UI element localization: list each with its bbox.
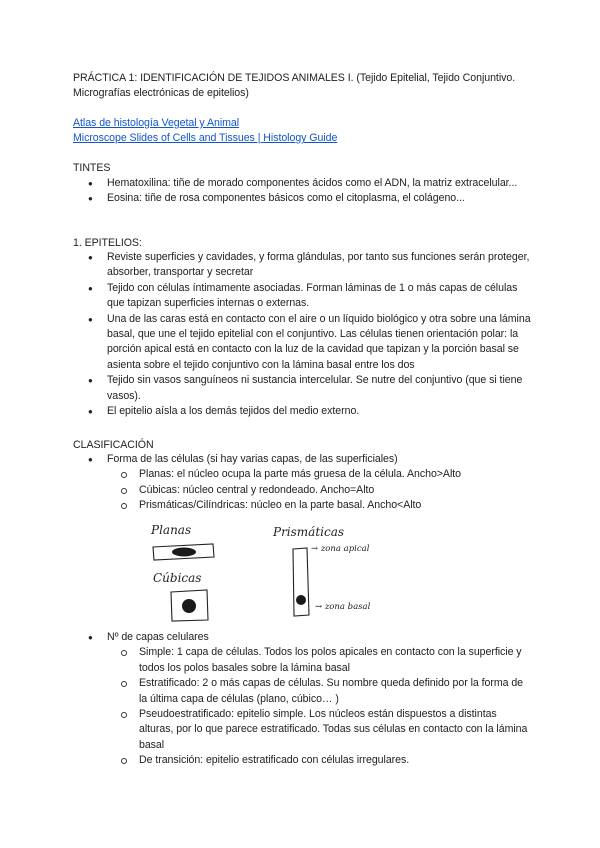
list-item: ● Tejido con células íntimamente asociadas. Forman láminas de 1 o más capas de células que tapizan superficies internas o externas. [73, 281, 533, 312]
clasificacion-forma-list [73, 452, 533, 514]
list-item: ● Eosina: tiñe de rosa componentes básicos como el citoplasma, el colágeno... [73, 191, 533, 206]
sketch-label-prismaticas: Prismáticas [273, 525, 345, 539]
list-item: ● Reviste superficies y cavidades, y forma glándulas, por tanto sus funciones serán proteger, absorber, transportar y secretar [73, 250, 533, 281]
sketch-label-zona-apical: → zona apical [311, 544, 370, 554]
cubic-cell-nucleus [182, 599, 196, 613]
sublist-item: Planas: el núcleo ocupa la parte más gruesa de la célula. Ancho>Alto [107, 467, 533, 482]
link-atlas-histologia[interactable]: Atlas de histología Vegetal y Animal [73, 117, 240, 129]
sketch-label-cubicas: Cúbicas [153, 571, 202, 585]
cell-shapes-sketch [137, 518, 407, 623]
list-item: ● El epitelio aísla a los demás tejidos del medio externo. [73, 404, 533, 419]
capas-label: Nº de capas celulares [107, 631, 209, 643]
list-item: ● Hematoxilina: tiñe de morado componentes ácidos como el ADN, la matriz extracelular... [73, 176, 533, 191]
sketch-label-planas: Planas [151, 523, 192, 537]
sublist-item: Estratificado: 2 o más capas de células. Su nombre queda definido por la forma de la última capa de células (plano, cúbico… ) [107, 676, 533, 707]
list-item: ● Una de las caras está en contacto con el aire o un líquido biológico y otra sobre una lámina basal, que une el tejido epitelial con el conjuntivo. Las células tienen orientación polar: la porción apical está en contacto con la luz de la cavidad que tapizan y la porción basal se asienta sobre el tejido conjuntivo con la lámina basal entre los dos [73, 312, 533, 374]
clasificacion-capas-list [73, 630, 533, 769]
forma-label: Forma de las células (si hay varias capas, de las superficiales) [107, 453, 398, 465]
epitelios-list [73, 250, 533, 419]
sublist-item: Simple: 1 capa de células. Todos los polos apicales en contacto con la superficie y todos los polos basales sobre la lámina basal [107, 645, 533, 676]
tintes-heading: TINTES [73, 162, 111, 174]
sublist-item: Prismáticas/Cilíndricas: núcleo en la parte basal. Ancho<Alto [107, 498, 533, 513]
list-item-forma [73, 452, 533, 514]
sketch-label-zona-basal: → zona basal [315, 602, 371, 612]
forma-sublist [107, 467, 533, 513]
link-histology-guide[interactable]: Microscope Slides of Cells and Tissues | Histology Guide [73, 132, 338, 145]
link-list [73, 116, 523, 147]
capas-sublist [107, 645, 533, 768]
tintes-list [73, 176, 533, 207]
page-title: PRÁCTICA 1: IDENTIFICACIÓN DE TEJIDOS ANIMALES I. (Tejido Epitelial, Tejido Conjuntivo. Micrografías electrónicas de epitelios) [73, 72, 516, 100]
epitelios-heading: 1. EPITELIOS: [73, 237, 142, 249]
prismatic-cell-outline [293, 548, 309, 616]
sublist-item: Cúbicas: núcleo central y redondeado. Ancho=Alto [107, 483, 533, 498]
list-item: ● Tejido sin vasos sanguíneos ni sustancia intercelular. Se nutre del conjuntivo (que si tiene vasos). [73, 373, 533, 404]
flat-cell-nucleus [172, 548, 196, 557]
sublist-item: Pseudoestratificado: epitelio simple. Los núcleos están dispuestos a distintas alturas, por lo que parece estratificado. Todas sus células en contacto con la lámina basal [107, 707, 533, 753]
list-item-capas [73, 630, 533, 769]
prismatic-cell-nucleus [296, 595, 306, 605]
sublist-item: De transición: epitelio estratificado con células irregulares. [107, 753, 533, 768]
clasificacion-heading: CLASIFICACIÓN [73, 439, 154, 451]
